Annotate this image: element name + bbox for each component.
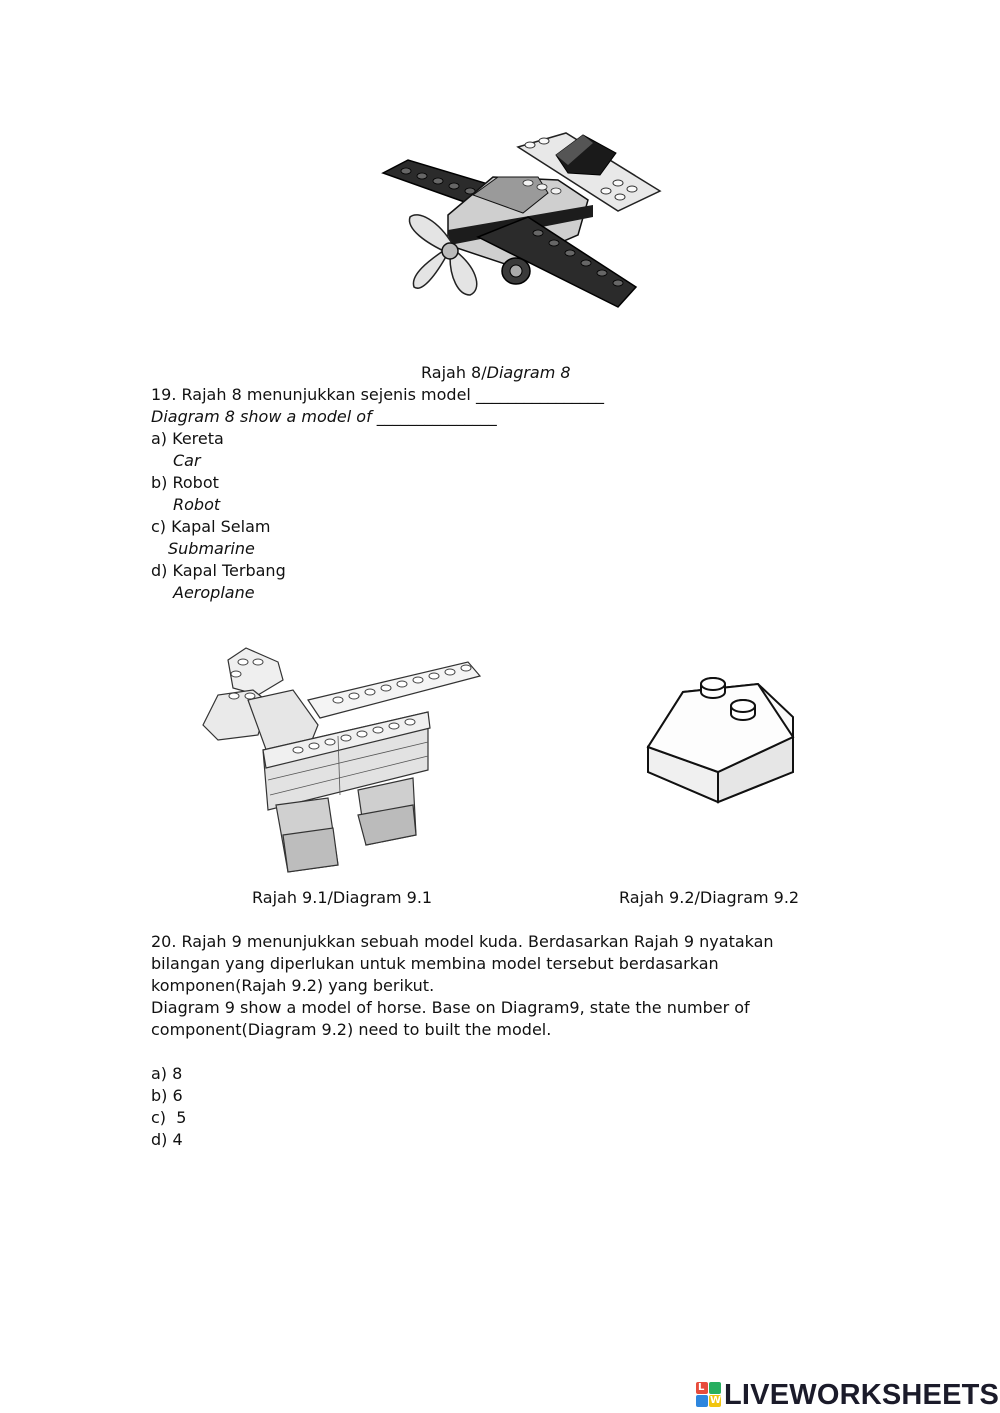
logo-mark-letter-w: W [710,1395,722,1406]
diagram-9-2-caption: Rajah 9.2/Diagram 9.2 [619,888,800,907]
diagram-8-caption-en: Diagram 8 [486,363,571,382]
question-20-text-en: Diagram 9 show a model of horse. Base on Diagram9, state the number of component(Diagram 9.2) need to built the model. [151,998,750,1039]
diagram-9-1-caption: Rajah 9.1/Diagram 9.1 [252,888,433,907]
q19-option-b[interactable]: b) Robot [151,473,219,492]
horse-model-illustration [198,640,488,880]
q19-option-a-translation: Car [173,451,201,470]
q20-option-b[interactable]: b) 6 [151,1086,183,1105]
logo-mark-letter-l: L [698,1382,705,1393]
q19-option-c[interactable]: c) Kapal Selam [151,517,271,536]
aeroplane-model-illustration [378,125,663,315]
question-19-text-ms: 19. Rajah 8 menunjukkan sejenis model ________________ [151,385,604,404]
q19-option-b-translation: Robot [173,495,221,514]
q19-option-d[interactable]: d) Kapal Terbang [151,561,286,580]
diagram-8-caption [421,362,571,384]
q20-option-a[interactable]: a) 8 [151,1064,183,1083]
q19-option-c-translation: Submarine [168,539,255,558]
liveworksheets-logo[interactable] [696,1378,999,1412]
q19-option-a[interactable]: a) Kereta [151,429,224,448]
slope-brick-component-illustration [628,662,808,822]
question-19-text-en: Diagram 8 show a model of _______________ [151,407,497,426]
q20-option-d[interactable]: d) 4 [151,1130,183,1149]
q20-option-c[interactable]: c) 5 [151,1108,187,1127]
diagram-8-caption-ms: Rajah 8/ [421,363,487,382]
q19-option-d-translation: Aeroplane [173,583,255,602]
liveworksheets-brand-name: LIVEWORKSHEETS [724,1378,1000,1411]
question-20-text-ms: 20. Rajah 9 menunjukkan sebuah model kuda. Berdasarkan Rajah 9 nyatakan bilangan yang diperlukan untuk membina model tersebut berdasarkan komponen(Rajah 9.2) yang berikut. [151,932,774,995]
liveworksheets-mark-icon [696,1382,722,1408]
